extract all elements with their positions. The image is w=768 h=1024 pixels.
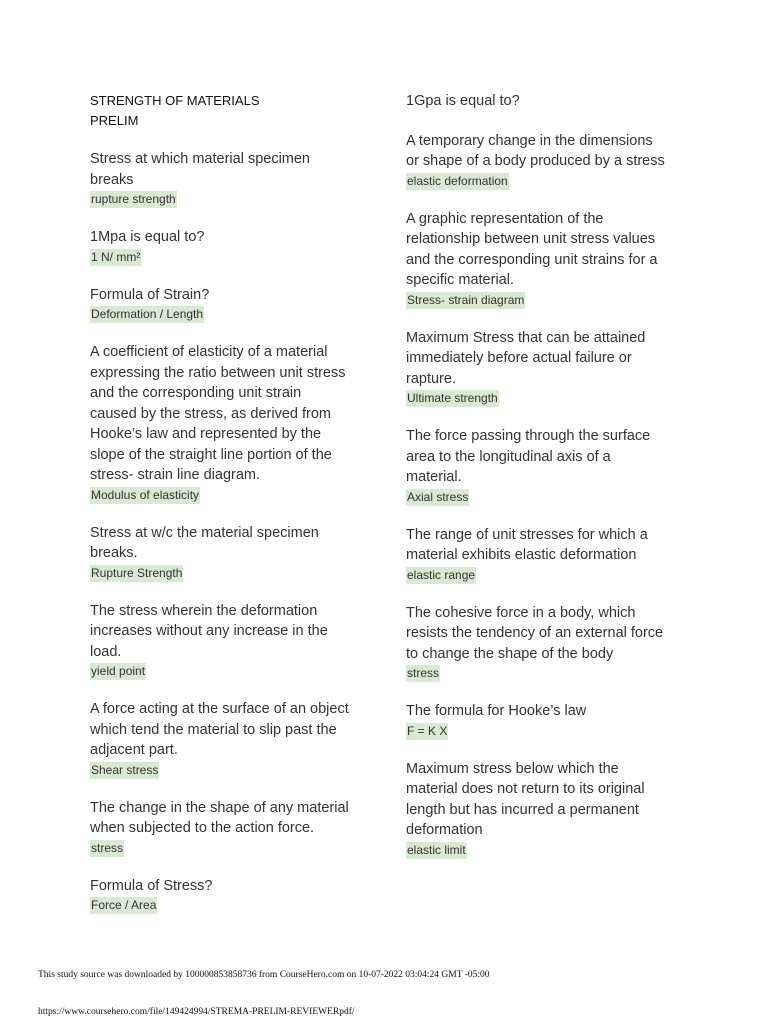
qa-item [90,227,375,266]
qa-item [406,328,691,408]
qa-item [406,603,691,683]
question-text: Stress at w/c the material specimen breaks. [90,524,319,561]
qa-item [90,149,375,208]
source-url: https://www.coursehero.com/file/149424994/STREMA-PRELIM-REVIEWERpdf/ [38,1007,355,1017]
right-column [406,91,691,878]
qa-item [406,91,691,112]
question-text: The range of unit stresses for which a material exhibits elastic deformation [406,526,648,563]
answer-text: Stress- strain diagram [407,292,525,307]
answer-text: elastic deformation [407,173,508,188]
answer-text: Axial stress [407,489,469,504]
qa-item [90,798,375,857]
question-text: Stress at which material specimen breaks [90,151,310,188]
answer-text: Force / Area [91,898,157,912]
qa-item [406,525,691,584]
download-notice: This study source was downloaded by 100000853858736 from CourseHero.com on 10-07-2022 03:04:24 GMT -05:00 [38,970,490,980]
answer-text: 1 N/ mm² [91,249,141,264]
answer-text: stress [407,666,440,680]
qa-item [90,699,375,779]
answer-text: Rupture Strength [91,565,183,580]
qa-item [90,601,375,681]
answer-text: Ultimate strength [407,391,498,405]
qa-item [406,759,691,859]
answer-text: Modulus of elasticity [91,487,200,502]
question-text: The change in the shape of any material when subjected to the action force. [90,799,349,836]
question-text: A graphic representation of the relationship between unit stress values and the corresponding unit strains for a specific material. [406,210,658,288]
question-text: The cohesive force in a body, which resists the tendency of an external force to change the shape of the body [406,604,664,662]
qa-item [406,209,691,309]
title-line-2: PRELIM [90,112,139,128]
qa-item [90,876,375,915]
qa-item [90,342,375,504]
answer-text: stress [91,840,124,855]
question-text: 1Mpa is equal to? [90,229,205,245]
question-text: A temporary change in the dimensions or shape of a body produced by a stress [406,132,665,169]
title-line-1: STRENGTH OF MATERIALS [90,93,260,108]
question-text: Formula of Strain? [90,286,210,303]
qa-item [406,131,691,190]
question-text: The force passing through the surface area to the longitudinal axis of a material. [406,428,651,485]
qa-item [90,285,375,324]
question-text: Maximum Stress that can be attained immediately before actual failure or rapture. [406,329,646,387]
question-text: 1Gpa is equal to? [406,93,520,109]
question-text: The formula for Hooke’s law [406,703,587,719]
question-text: A force acting at the surface of an object which tend the material to slip past the adjacent part. [90,701,349,758]
answer-text: F = K X [407,723,448,738]
qa-item [406,426,691,506]
answer-text: elastic range [407,567,476,582]
left-column [90,91,375,933]
qa-item [406,701,691,740]
answer-text: elastic limit [407,842,466,857]
question-text: Formula of Stress? [90,877,213,894]
answer-text: rupture strength [91,192,176,206]
qa-item [90,523,375,582]
document-title [90,91,375,130]
question-text: The stress wherein the deformation increases without any increase in the load. [90,602,328,660]
answer-text: Shear stress [91,762,159,777]
answer-text: Deformation / Length [91,307,204,321]
question-text: A coefficient of elasticity of a material expressing the ratio between unit stress and the corresponding unit strain caused by the stress, as derived from Hooke’s law and represented by the slope of the straight line portion of the stress- strain line diagram. [90,344,346,483]
answer-text: yield point [91,664,146,678]
question-text: Maximum stress below which the material does not return to its original length but has incurred a permanent deformation [406,760,645,838]
